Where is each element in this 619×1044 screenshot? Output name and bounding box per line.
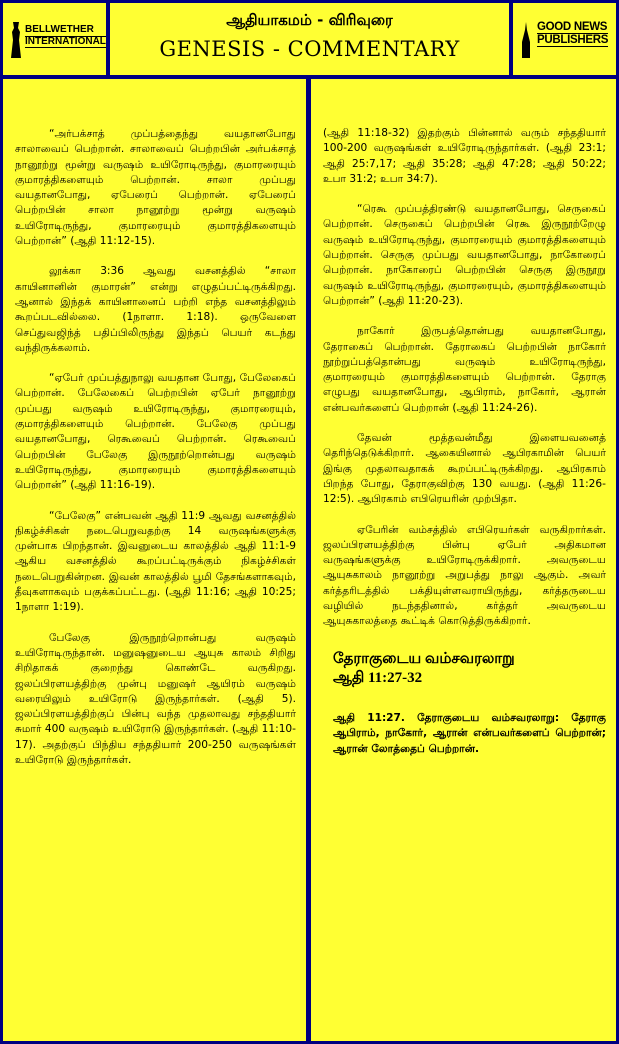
paragraph: நாகோர் இருபத்தொன்பது வயதானபோது, தேராகைப் பெற்றான். தேராகைப் பெற்றபின் நாகோர் நூற்றுப்பத்தொன்பது வருஷம் உயிரோடிருந்து, குமாரரையும் குமாரத்திகளையும் பெற்றான். தேராகு எழுபது வயதானபோது, ஆபிராம், நாகோர், ஆரான் என்பவர்களைப் பெற்றான் (ஆதி 11:24-26).: [323, 325, 606, 414]
section-heading: [333, 650, 606, 688]
good-news-logo-line1: GOOD NEWS: [537, 21, 608, 33]
section-heading-line2: ஆதி 11:27-32: [333, 669, 423, 686]
paragraph: “ஏபேர் முப்பத்துநாலு வயதான போது, பேலேகைப் பெற்றான். பேலேகைப் பெற்றபின் ஏபேர் நானூற்று முப்பது வருஷம் உயிரோடிருந்து, குமாரரையும், குமாரத்திகளையும் பெற்றான். பேலேகு முப்பது வயதானபோது, ரெகூவைப் பெற்றான். ரெகூவைப் பெற்றபின் பேலேகு இருநூற்றொன்பது வருஷம் உயிரோடிருந்து, குமாரரையும் குமாரத்திகளையும் பெற்றான்” (ஆதி 11:16-19).: [15, 372, 296, 492]
section-heading-line1: தேராகுடைய வம்சவரலாறு: [333, 650, 515, 667]
page-title-english: GENESIS - COMMENTARY: [159, 37, 460, 61]
paragraph: லூக்கா 3:36 ஆவது வசனத்தில் “சாலா காயினானின் குமாரன்” என்று எழுதப்பட்டிருக்கிறது. ஆனால் இந்தக் காயினானைப் பற்றி எந்த வசனத்திலும் கூறப்படவில்லை. (1நாளா. 1:18). ஒருவேளை செப்துவஜிந்த் பதிப்பிலிருந்து இந்தப் பெயர் கடந்து வந்திருக்கலாம்.: [15, 265, 296, 354]
good-news-logo-panel: [513, 3, 616, 75]
ram-logo-icon: [10, 20, 22, 60]
good-news-logo-text: [537, 21, 608, 47]
paragraph: பேலேகு இருநூற்றொன்பது வருஷம் உயிரோடிருந்தான். மனுஷனுடைய ஆயுசு காலம் சிறிது சிறிதாகக் குறைந்து கொண்டே வருகிறது. ஜலப்பிரளயத்திற்கு முன்பு மனுஷர் ஆயிரம் வருஷம் வரையிலும் உயிரோடு இருந்தார்கள். (ஆதி 5). ஜலப்பிரளயத்திற்குப் பின்பு வந்த முதலாவது சந்ததியார் சுமார் 400 வருஷம் உயிரோடு இருந்தார்கள். (ஆதி 11:10-17). அதற்குப் பிந்திய சந்ததியார் 200-250 வருஷங்கள் உயிரோடு இருந்தார்கள்.: [15, 631, 296, 766]
good-news-logo-line2: PUBLISHERS: [537, 34, 609, 47]
publisher-logo-icon: [520, 20, 532, 60]
title-panel: [110, 3, 509, 75]
bellwether-logo-line2: INTERNATIONAL: [25, 35, 106, 47]
page-title-tamil: ஆதியாகமம் - விரிவுரை: [226, 11, 393, 29]
paragraph: ஏபேரின் வம்சத்தில் எபிரெயர்கள் வருகிறார்கள். ஜலப்பிரளயத்திற்கு பின்பு ஏபேர் அதிகமான வருஷங்களுக்கு உயிரோடிருக்கிறார். அவருடைய ஆயுசுகாலம் நானூற்று அறுபத்து நாலு ஆகும். அவர் கர்த்தரிடத்தில் பக்தியுள்ளவராயிருந்து, கர்த்தருடைய வழியில் நடந்ததினால், கர்த்தர் அவருடைய ஆயுசுகாலத்தை கூட்டிக் கொடுத்திருக்கிறார்.: [323, 523, 606, 628]
paragraph: “பேலேகு” என்பவன் ஆதி 11:9 ஆவது வசனத்தில் நிகழ்ச்சிகள் நடைபெறுவதற்கு 14 வருஷங்களுக்கு முன்பாக பிறந்தான். இவனுடைய காலத்தில் ஆதி 11:1-9 ஆகிய வசனத்தில் கூறப்பட்டிருக்கும் நிகழ்ச்சிகள் நடைபெறுகின்றன. இவன் காலத்தில் பூமி தேசங்களாகவும், தீவுகளாகவும் பகுக்கப்பட்டது. (ஆதி 11:16; ஆதி 10:25; 1நாளா 1:19).: [15, 509, 296, 614]
paragraph: (ஆதி 11:18-32) இதற்கும் பின்னால் வரும் சந்ததியார் 100-200 வருஷங்கள் உயிரோடிருந்தார்கள். (ஆதி 23:1; ஆதி 25:7,17; ஆதி 35:28; ஆதி 47:28; ஆதி 50:22; உபா 31:2; உபா 34:7).: [323, 127, 606, 185]
paragraph: “அர்பக்சாத் முப்பத்தைந்து வயதானபோது சாலாவைப் பெற்றான். சாலாவைப் பெற்றபின் அர்பக்சாத் நானூற்று மூன்று வருஷம் உயிரோடிருந்து, குமாரரையும் குமாரத்திகளையும் பெற்றான். சாலா முப்பது வயதானபோது, ஏபேரைப் பெற்றான். ஏபேரைப் பெற்றபின் சாலா நானூற்று மூன்று வருஷம் உயிரோடிருந்து, குமாரரையும் குமாரத்திகளையும் பெற்றான்” (ஆதி 11:12-15).: [15, 128, 296, 248]
bellwether-logo-panel: [3, 3, 106, 75]
bellwether-logo-line1: BELLWETHER: [25, 25, 106, 37]
paragraph: “ரெகூ முப்பத்திரண்டு வயதானபோது, செருகைப் பெற்றான். செருகைப் பெற்றபின் ரெகூ இருநூற்றேழு வருஷம் உயிரோடிருந்து, குமாரரையும் குமாரத்திகளையும் பெற்றான். செருகு முப்பது வயதானபோது, நாகோரைப் பெற்றான். நாகோரைப் பெற்றபின் செருகு இருநூறு வருஷம் உயிரோடிருந்து, குமாரரையும், குமாரத்திகளையும் பெற்றான்” (ஆதி 11:20-23).: [323, 203, 606, 307]
paragraph: தேவன் மூத்தவன்மீது இளையவனைத் தெரிந்தெடுக்கிறார். ஆகையினால் ஆபிரகாமின் பெயர் இங்கு முதலாவதாகக் கூறப்பட்டிருக்கிறது. ஆபிரகாம் பிறந்த போது, தேராகுவிற்கு 130 வயது. (ஆதி 11:26-12:5). ஆபிரகாம் எபிரெயரின் முற்பிதா.: [323, 432, 606, 506]
bellwether-logo-text: [25, 25, 106, 48]
left-text-column: [3, 79, 306, 1041]
section-body: ஆதி 11:27. தேராகுடைய வம்சவரலாறு: தேராகு ஆபிராம், நாகோர், ஆரான் என்பவர்களைப் பெற்றான்; ஆரான் லோத்தைப் பெற்றான்.: [333, 711, 606, 755]
right-text-column: [311, 79, 616, 1041]
